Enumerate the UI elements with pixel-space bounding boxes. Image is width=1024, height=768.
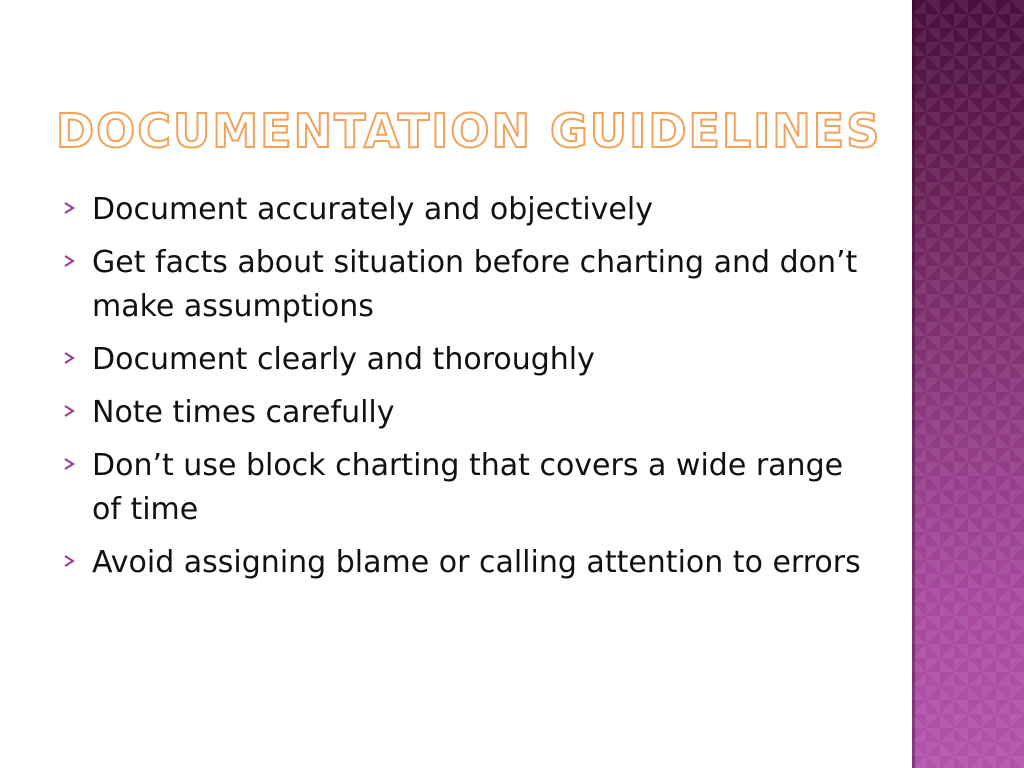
- bullet-text: Get facts about situation before charting and don’t make assumptions: [92, 245, 858, 324]
- diamond-pattern: [912, 0, 1024, 768]
- arrow-bullet-icon: [62, 541, 92, 581]
- bullet-text: Document accurately and objectively: [92, 192, 653, 227]
- bullet-item: [62, 188, 862, 232]
- bullet-item: [62, 338, 862, 382]
- bullet-list: [62, 188, 862, 594]
- arrow-bullet-icon: [62, 188, 92, 228]
- arrow-bullet-icon: [62, 338, 92, 378]
- bullet-item: [62, 541, 862, 585]
- bullet-text: Document clearly and thoroughly: [92, 342, 595, 377]
- decorative-side-band: [912, 0, 1024, 768]
- bullet-item: [62, 391, 862, 435]
- arrow-bullet-icon: [62, 391, 92, 431]
- bullet-text: Don’t use block charting that covers a wide range of time: [92, 448, 844, 527]
- arrow-bullet-icon: [62, 241, 92, 281]
- bullet-item: [62, 444, 862, 532]
- bullet-text: Avoid assigning blame or calling attention to errors: [92, 545, 861, 580]
- bullet-text: Note times carefully: [92, 395, 395, 430]
- bullet-item: [62, 241, 862, 329]
- slide-title: DOCUMENTATION GUIDELINES: [56, 104, 882, 158]
- side-band-edge: [912, 0, 915, 768]
- arrow-bullet-icon: [62, 444, 92, 484]
